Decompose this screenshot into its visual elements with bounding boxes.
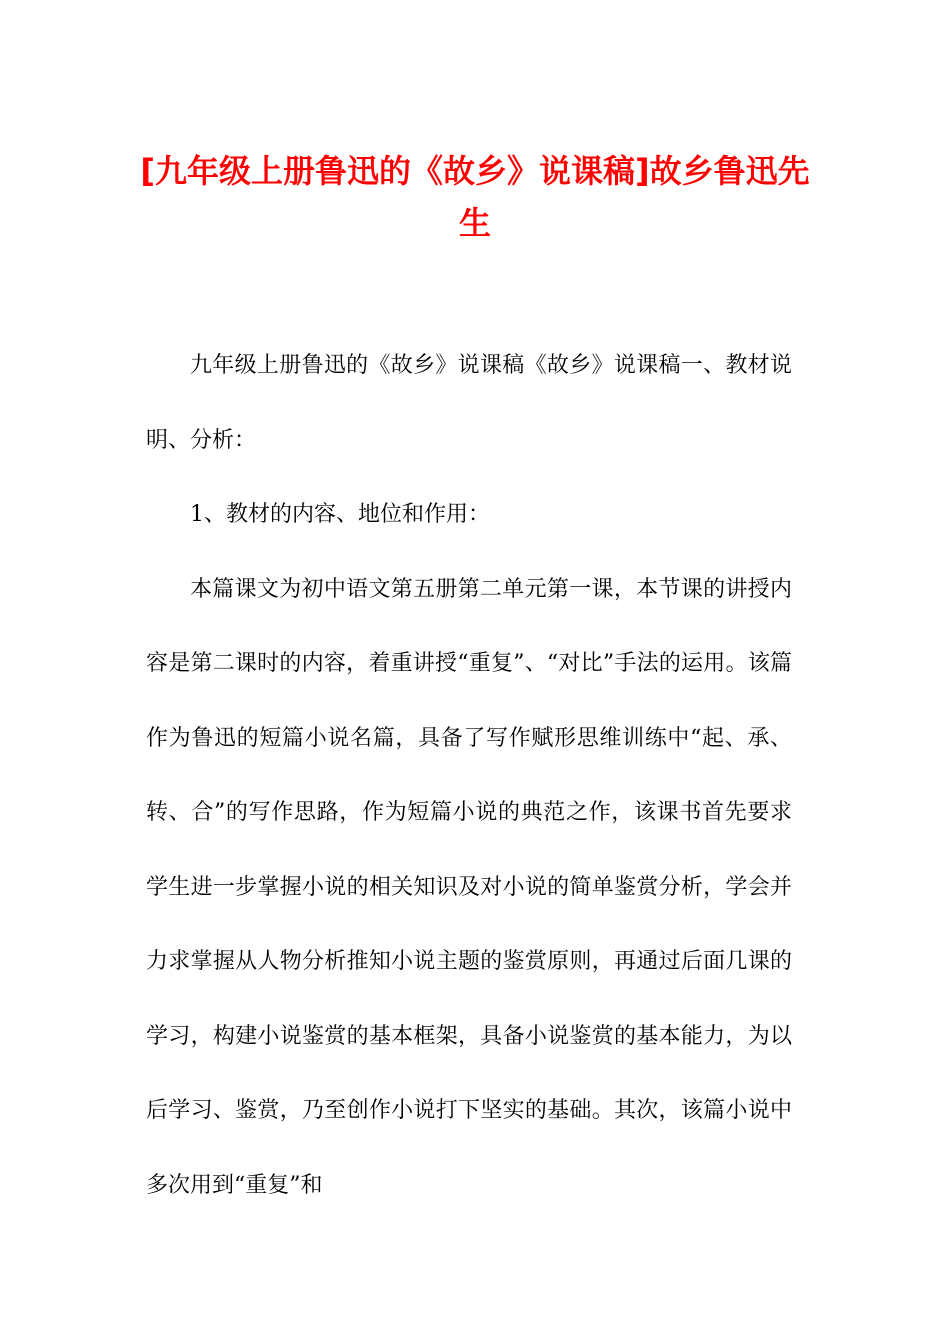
paragraph: 九年级上册鲁迅的《故乡》说课稿《故乡》说课稿一、教材说明、分析： (146, 353, 792, 453)
paragraph: 本篇课文为初中语文第五册第二单元第一课，本节课的讲授内容是第二课时的内容，着重讲授“重复”、“对比”手法的运用。该篇作为鲁迅的短篇小说名篇，具备了写作赋形思维训练中“起、承、转、合”的写作思路，作为短篇小说的典范之作，该课书首先要求学生进一步掌握小说的相关知识及对小说的简单鉴赏分析，学会并力求掌握从人物分析推知小说主题的鉴赏原则，再通过后面几课的学习，构建小说鉴赏的基本框架，具备小说鉴赏的基本能力，为以后学习、鉴赏，乃至创作小说打下坚实的基础。其次，该篇小说中多次用到“重复”和 (146, 576, 792, 1198)
document-title: [九年级上册鲁迅的《故乡》说课稿]故乡鲁迅先生 (140, 152, 810, 242)
paragraph: 1、教材的内容、地位和作用： (190, 502, 490, 527)
document-body (146, 329, 792, 1223)
